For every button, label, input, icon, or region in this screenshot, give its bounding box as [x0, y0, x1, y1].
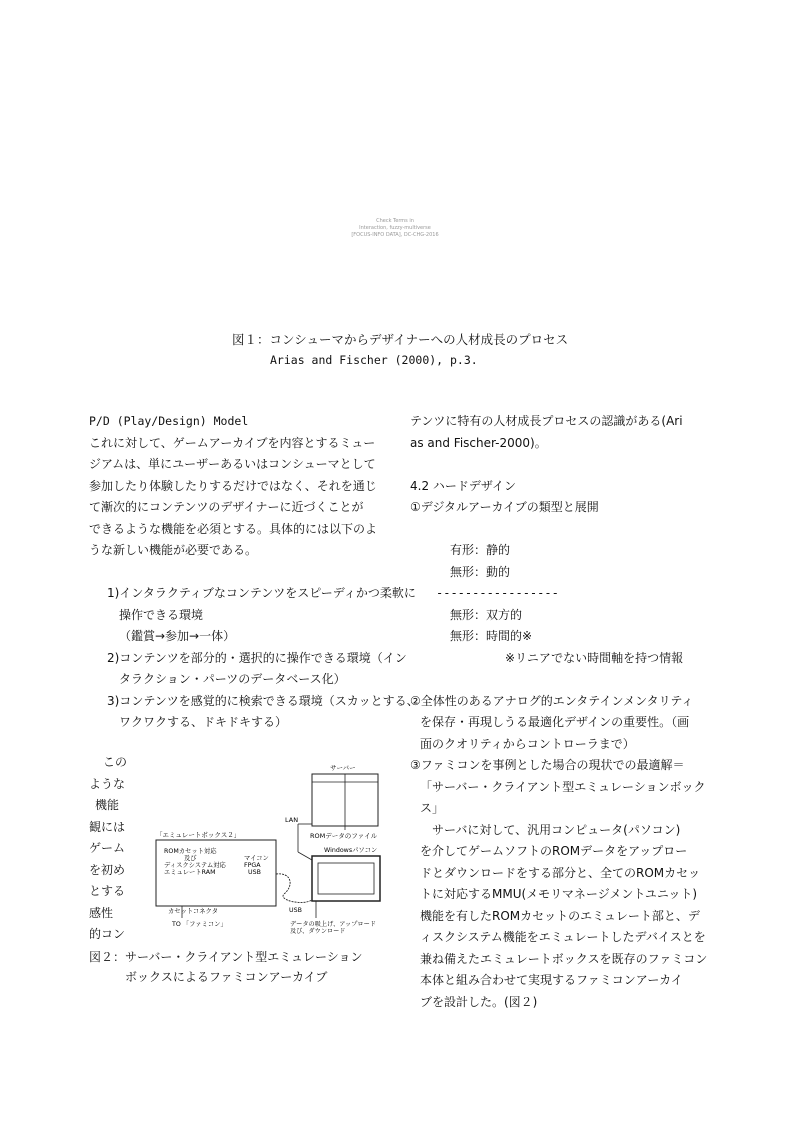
- section-heading: P/D (Play/Design) Model: [89, 414, 249, 428]
- section-heading: 4.2 ハードデザイン: [410, 478, 517, 493]
- paragraph-line: 機能を有したROMカセットのエミュレート部と、デ: [420, 908, 700, 923]
- box-line: エミュレートRAM: [164, 869, 216, 876]
- paragraph-line: うな新しい機能が必要である。: [89, 543, 258, 557]
- type-item: 無形：動的: [450, 564, 511, 579]
- paragraph-line: ドとダウンロードをする部分と、全てのROMカセッ: [420, 865, 701, 880]
- wrapped-word: を初め: [89, 862, 126, 877]
- box-line: ディスクシステム対応: [164, 862, 226, 869]
- paragraph-line: できるような機能を必須とする。具体的には以下のよ: [89, 521, 378, 536]
- data-line: データの吸上げ、アップロード: [290, 921, 376, 928]
- usb-label: USB: [289, 907, 302, 914]
- wrapped-word: ような: [89, 776, 126, 791]
- left-column: [89, 411, 419, 734]
- wrapped-word: ゲーム: [89, 841, 126, 855]
- lan-label: LAN: [285, 816, 299, 824]
- wrapped-word: とする: [89, 884, 126, 898]
- figure1-caption: 図１：コンシューマからデザイナーへの人材成長のプロセス: [232, 332, 569, 347]
- list-item: 2)コンテンツを部分的・選択的に操作できる環境（イン: [107, 650, 407, 665]
- paragraph-line: 「サーバー・クライアント型エミュレーションボック: [420, 779, 706, 794]
- wrapped-word: この: [103, 755, 128, 769]
- data-line: 及び、ダウンロード: [290, 928, 346, 935]
- type-item: 有形：静的: [450, 543, 511, 557]
- wrapped-word: 機能: [95, 798, 120, 812]
- list-item: 3)コンテンツを感覚的に検索できる環境（スカッとする、: [107, 693, 419, 708]
- paragraph-line: テンツに特有の人材成長プロセスの認識がある(Ari: [410, 414, 683, 428]
- figure2-caption-line: 図２：サーバー・クライアント型エミュレーション: [89, 950, 363, 964]
- connector-label: カセットコネクタ: [168, 908, 218, 915]
- paragraph-line: ブを設計した。(図２): [420, 994, 538, 1009]
- figure1-faint-line: Interaction, fuzzy-multiverse: [359, 225, 431, 231]
- wrapped-word: 感性: [89, 905, 114, 920]
- wrapped-text: [89, 752, 139, 946]
- list-item-cont: 操作できる環境: [119, 607, 204, 622]
- figure2-caption: [89, 947, 362, 987]
- figure1-image-text: [320, 218, 470, 239]
- list-item-cont: ワクワクする、ドキドキする）: [119, 715, 288, 729]
- wrapped-word: 観には: [89, 819, 126, 834]
- paragraph-line: これに対して、ゲームアーカイブを内容とするミュー: [89, 435, 376, 450]
- paragraph-line: 面のクオリティからコントローラまで）: [420, 736, 635, 751]
- figure1-source: Arias and Fischer (2000), p.3.: [270, 353, 478, 367]
- box-line: ROMカセット対応: [164, 848, 217, 855]
- paragraph-line: トに対応するMMU(メモリマネージメントユニット): [420, 887, 698, 901]
- subheading: ②全体性のあるアナログ的エンタテインメンタリティ: [410, 693, 694, 708]
- paragraph-line: を保存・再現しうる最適化デザインの重要性。（画: [420, 715, 690, 729]
- paragraph-line: サーバに対して、汎用コンピュータ(パソコン): [420, 822, 681, 837]
- box-title: 「エミュレートボックス２」: [156, 831, 241, 839]
- wrapped-word: 的コン: [89, 927, 126, 941]
- paragraph-line: ス」: [420, 801, 445, 815]
- figure1-faint-line: [FOCUS-INFO DATA], DC-CHG-2016: [351, 232, 439, 238]
- paragraph-line: 本体と組み合わせて実現するファミコンアーカイ: [420, 973, 683, 987]
- box-line: FPGA: [244, 862, 261, 869]
- paragraph-line: ジアムは、単にユーザーあるいはコンシューマとして: [89, 457, 376, 471]
- type-item: 無形：時間的※: [450, 629, 533, 643]
- divider: -----------------: [436, 586, 559, 600]
- server-label: サーバー: [330, 764, 356, 772]
- paragraph-line: as and Fischer-2000)。: [410, 435, 547, 450]
- figure2-diagram: [152, 760, 392, 935]
- figure2-caption-line: ボックスによるファミコンアーカイブ: [125, 970, 328, 984]
- to-label: TO 「ファミコン」: [172, 921, 227, 928]
- list-item-cont: タラクション・パーツのデータベース化）: [119, 672, 346, 686]
- box-line: 及び: [184, 855, 197, 862]
- list-item: 1)インタラクティブなコンテンツをスピーディかつ柔軟に: [107, 586, 416, 600]
- subheading: ①デジタルアーカイブの類型と展開: [410, 500, 599, 514]
- paragraph-line: 兼ね備えたエミュレートボックスを既存のファミコン: [420, 951, 708, 966]
- figure1-faint-line: Check Terms in: [376, 218, 414, 224]
- pc-label: Windowsパソコン: [324, 847, 378, 854]
- right-column: [410, 411, 710, 1013]
- note: ※リニアでない時間軸を持つ情報: [505, 650, 684, 665]
- type-item: 無形：双方的: [450, 607, 523, 622]
- rom-file-label: ROMデータのファイル: [310, 832, 378, 840]
- paragraph-line: 参加したり体験したりするだけではなく、それを通じ: [89, 478, 377, 493]
- paragraph-line: て漸次的にコンテンツのデザイナーに近づくことが: [89, 500, 364, 514]
- paragraph-line: を介してゲームソフトのROMデータをアップロー: [420, 844, 688, 858]
- subheading: ③ファミコンを事例とした場合の現状での最適解＝: [410, 758, 685, 772]
- paragraph-line: ィスクシステム機能をエミュレートしたデバイスとを: [420, 930, 706, 944]
- list-item-cont: （鑑賞→参加→一体）: [119, 629, 236, 643]
- box-line: USB: [248, 869, 261, 876]
- box-line: マイコン: [244, 855, 269, 862]
